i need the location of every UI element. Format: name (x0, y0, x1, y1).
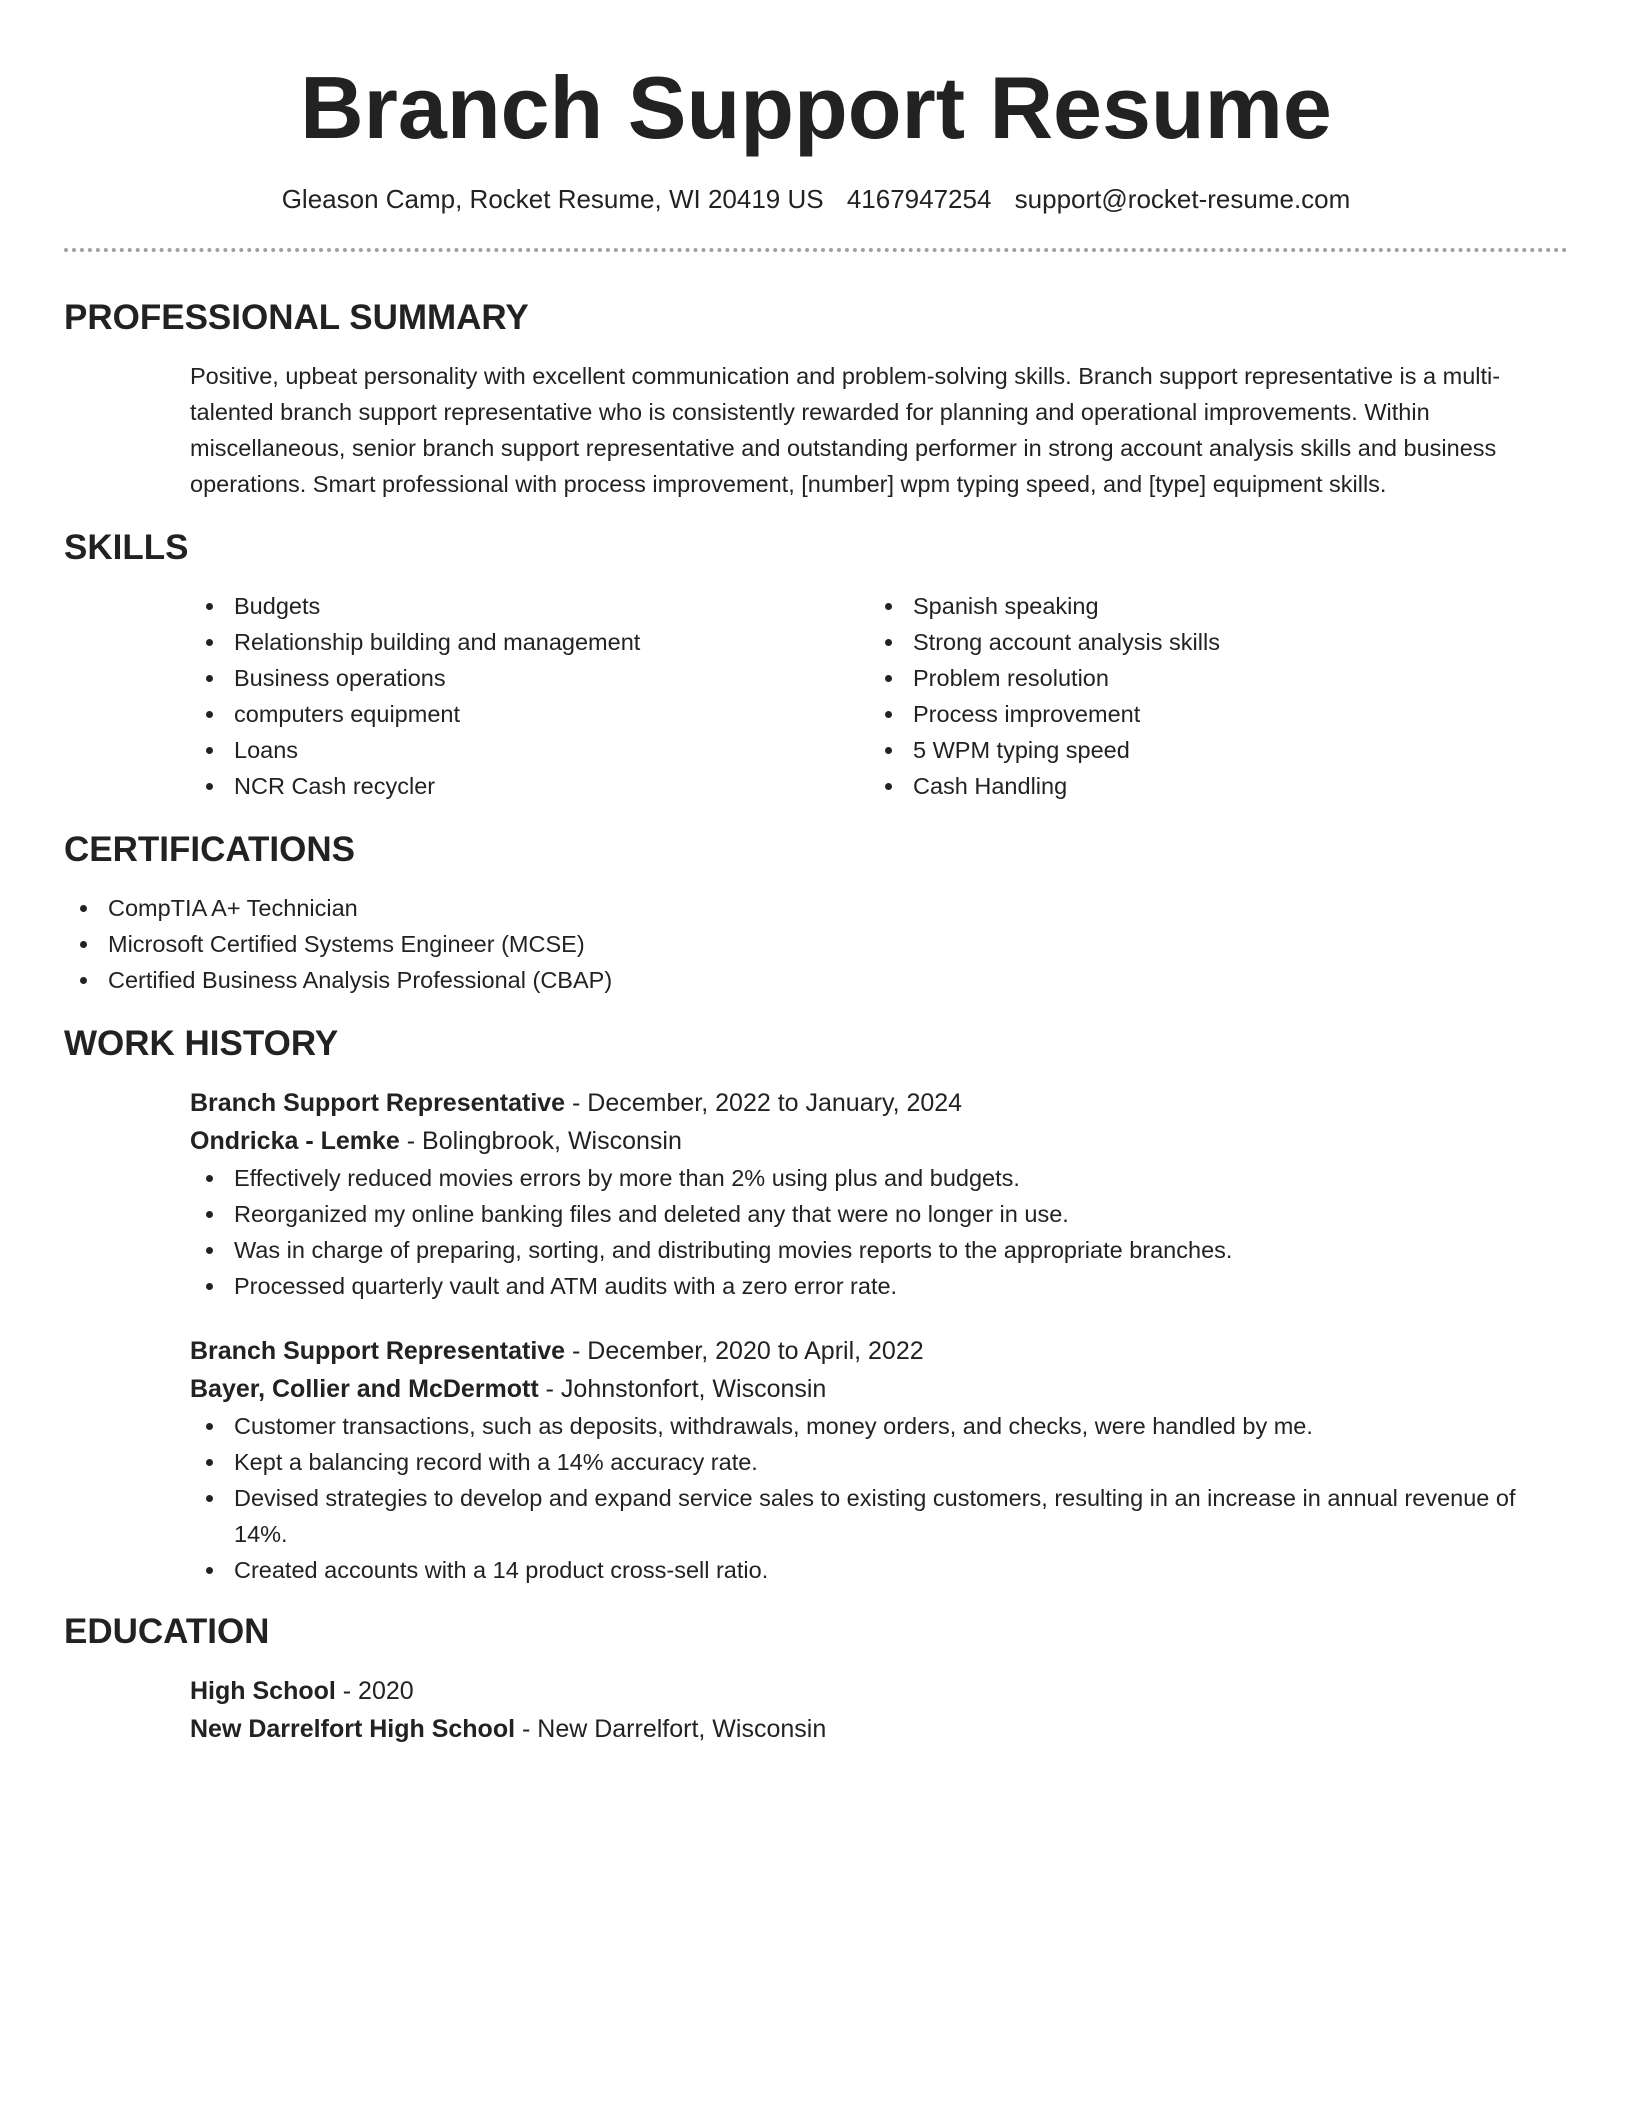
section-title-skills: SKILLS (64, 528, 189, 567)
contact-address: Gleason Camp, Rocket Resume, WI 20419 US (281, 184, 824, 214)
education-entry (190, 1672, 1568, 1748)
certification-item: Microsoft Certified Systems Engineer (MCSE) (64, 926, 1568, 962)
job-bullet: Reorganized my online banking files and deleted any that were no longer in use. (190, 1196, 1568, 1232)
education-degree: High School (190, 1677, 336, 1705)
skill-item: 5 WPM typing speed (869, 732, 1548, 768)
section-work-history (64, 1022, 1568, 1588)
job-company-line (190, 1122, 1568, 1160)
job-role-line (190, 1332, 1568, 1370)
skills-list-left (190, 588, 869, 804)
section-title-summary: PROFESSIONAL SUMMARY (64, 298, 529, 337)
skill-item: Loans (190, 732, 869, 768)
job-role: Branch Support Representative (190, 1089, 566, 1117)
job-company: Bayer, Collier and McDermott (190, 1375, 539, 1403)
contact-phone: 4167947254 (846, 184, 992, 214)
certification-item: CompTIA A+ Technician (64, 890, 1568, 926)
job-location: - Bolingbrook, Wisconsin (399, 1127, 682, 1155)
section-education (64, 1610, 1568, 1748)
contact-email: support@rocket-resume.com (1014, 184, 1351, 214)
summary-text: Positive, upbeat personality with excellent communication and problem-solving skills. Branch support representative is a multi-talented branch support representative who is consistently rewarded for planning and operational improvements. Within miscellaneous, senior branch support representative and outstanding performer in strong account analysis skills and business operations. Smart professional with process improvement, [number] wpm typing speed, and [type] equipment skills. (190, 363, 1501, 497)
section-title-certifications: CERTIFICATIONS (64, 830, 356, 869)
education-year: - 2020 (335, 1677, 414, 1705)
job-bullet: Kept a balancing record with a 14% accuracy rate. (190, 1444, 1568, 1480)
job-role: Branch Support Representative (190, 1337, 566, 1365)
job-bullet: Effectively reduced movies errors by more than 2% using plus and budgets. (190, 1160, 1568, 1196)
job-bullets (190, 1160, 1568, 1304)
job-location: - Johnstonfort, Wisconsin (538, 1375, 827, 1403)
skill-item: Business operations (190, 660, 869, 696)
skill-item: Spanish speaking (869, 588, 1548, 624)
certification-item: Certified Business Analysis Professional (CBAP) (64, 962, 1568, 998)
skill-item: Process improvement (869, 696, 1548, 732)
skill-item: Cash Handling (869, 768, 1548, 804)
education-school: New Darrelfort High School (190, 1715, 516, 1743)
header-divider (64, 248, 1568, 252)
skills-list-right (869, 588, 1548, 804)
skill-item: Strong account analysis skills (869, 624, 1548, 660)
skill-item: NCR Cash recycler (190, 768, 869, 804)
job-bullet: Was in charge of preparing, sorting, and distributing movies reports to the appropriate branches. (190, 1232, 1568, 1268)
section-title-education: EDUCATION (64, 1612, 270, 1651)
skill-item: Relationship building and management (190, 624, 869, 660)
section-title-work-history: WORK HISTORY (64, 1024, 339, 1063)
job-bullets (190, 1408, 1568, 1588)
certifications-list (64, 890, 1568, 998)
job-bullet: Processed quarterly vault and ATM audits with a zero error rate. (190, 1268, 1568, 1304)
skill-item: Budgets (190, 588, 869, 624)
education-degree-line (190, 1672, 1568, 1710)
section-certifications (64, 828, 1568, 998)
skill-item: Problem resolution (869, 660, 1548, 696)
contact-line (64, 182, 1568, 216)
job-bullet: Customer transactions, such as deposits, withdrawals, money orders, and checks, were handled by me. (190, 1408, 1568, 1444)
job-bullet: Created accounts with a 14 product cross-sell ratio. (190, 1552, 1568, 1588)
education-school-line (190, 1710, 1568, 1748)
job-dates: - December, 2022 to January, 2024 (565, 1089, 963, 1117)
job-dates: - December, 2020 to April, 2022 (565, 1337, 924, 1365)
section-skills (64, 526, 1568, 804)
job-entry (190, 1084, 1568, 1304)
skills-grid (190, 588, 1568, 804)
skill-item: computers equipment (190, 696, 869, 732)
job-bullet: Devised strategies to develop and expand service sales to existing customers, resulting in an increase in annual revenue of 14%. (190, 1480, 1568, 1552)
job-entry (190, 1332, 1568, 1588)
resume-page (64, 0, 1568, 1748)
job-company-line (190, 1370, 1568, 1408)
section-professional-summary (64, 296, 1568, 502)
resume-title: Branch Support Resume (300, 58, 1332, 157)
job-company: Ondricka - Lemke (190, 1127, 400, 1155)
job-role-line (190, 1084, 1568, 1122)
education-location: - New Darrelfort, Wisconsin (515, 1715, 827, 1743)
